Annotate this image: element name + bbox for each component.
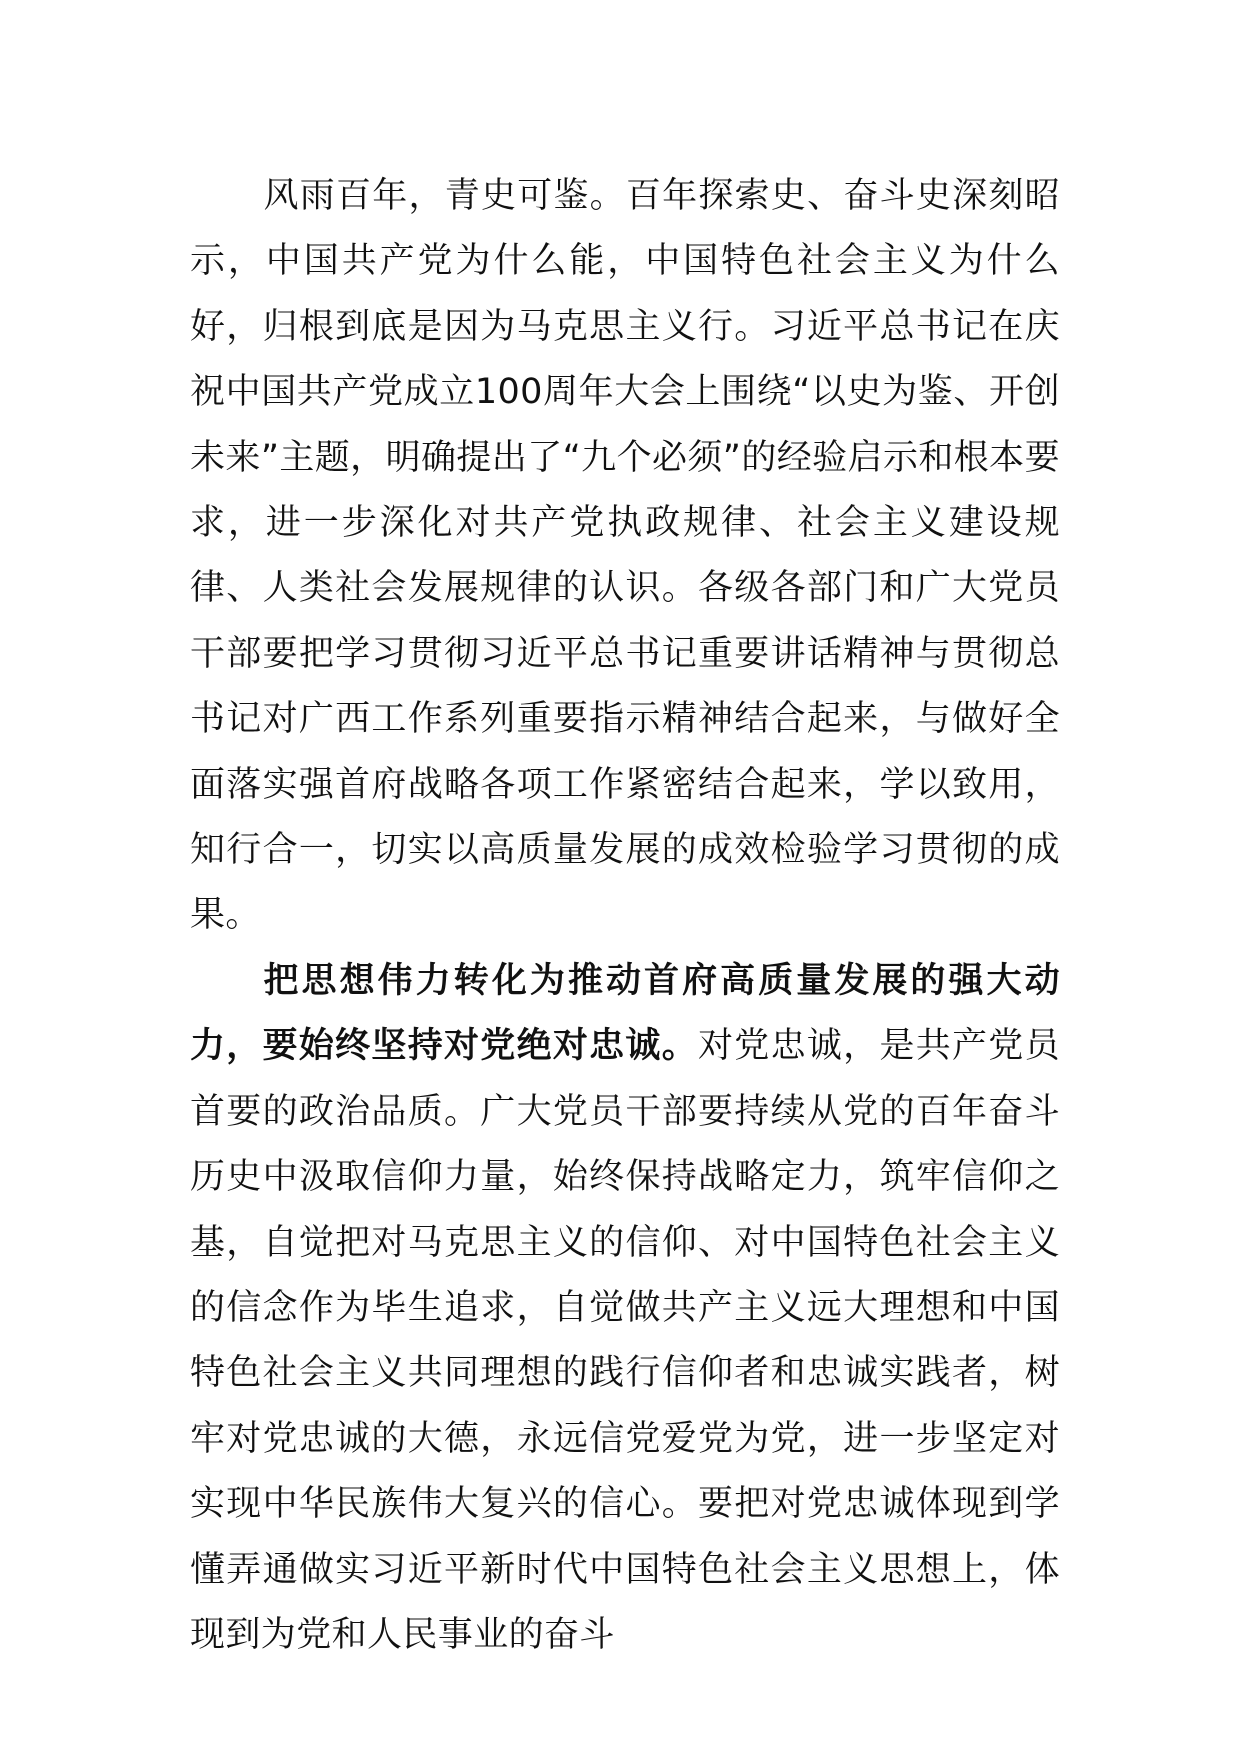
paragraph-2-lead: 把思想伟力转化为推动首府高质量发展的强大动力，要始终坚持对党绝对忠诚。: [190, 960, 1060, 1067]
paragraph-1: [190, 164, 1060, 949]
paragraph-1-text: 风雨百年，青史可鉴。百年探索史、奋斗史深刻昭示，中国共产党为什么能，中国特色社会主义为什么好，归根到底是因为马克思主义行。习近平总书记在庆祝中国共产党成立100周年大会上围绕“以史为鉴、开创未来”主题，明确提出了“九个必须”的经验启示和根本要求，进一步深化对共产党执政规律、社会主义建设规律、人类社会发展规律的认识。各级各部门和广大党员干部要把学习贯彻习近平总书记重要讲话精神与贯彻总书记对广西工作系列重要指示精神结合起来，与做好全面落实强首府战略各项工作紧密结合起来，学以致用，知行合一，切实以高质量发展的成效检验学习贯彻的成果。: [190, 176, 1060, 936]
paragraph-2: [190, 949, 1060, 1668]
document-body: [190, 164, 1060, 1668]
paragraph-2-text: 对党忠诚，是共产党员首要的政治品质。广大党员干部要持续从党的百年奋斗历史中汲取信仰力量，始终保持战略定力，筑牢信仰之基，自觉把对马克思主义的信仰、对中国特色社会主义的信念作为毕生追求，自觉做共产主义远大理想和中国特色社会主义共同理想的践行信仰者和忠诚实践者，树牢对党忠诚的大德，永远信党爱党为党，进一步坚定对实现中华民族伟大复兴的信心。要把对党忠诚体现到学懂弄通做实习近平新时代中国特色社会主义思想上，体现到为党和人民事业的奋斗: [190, 1026, 1060, 1655]
